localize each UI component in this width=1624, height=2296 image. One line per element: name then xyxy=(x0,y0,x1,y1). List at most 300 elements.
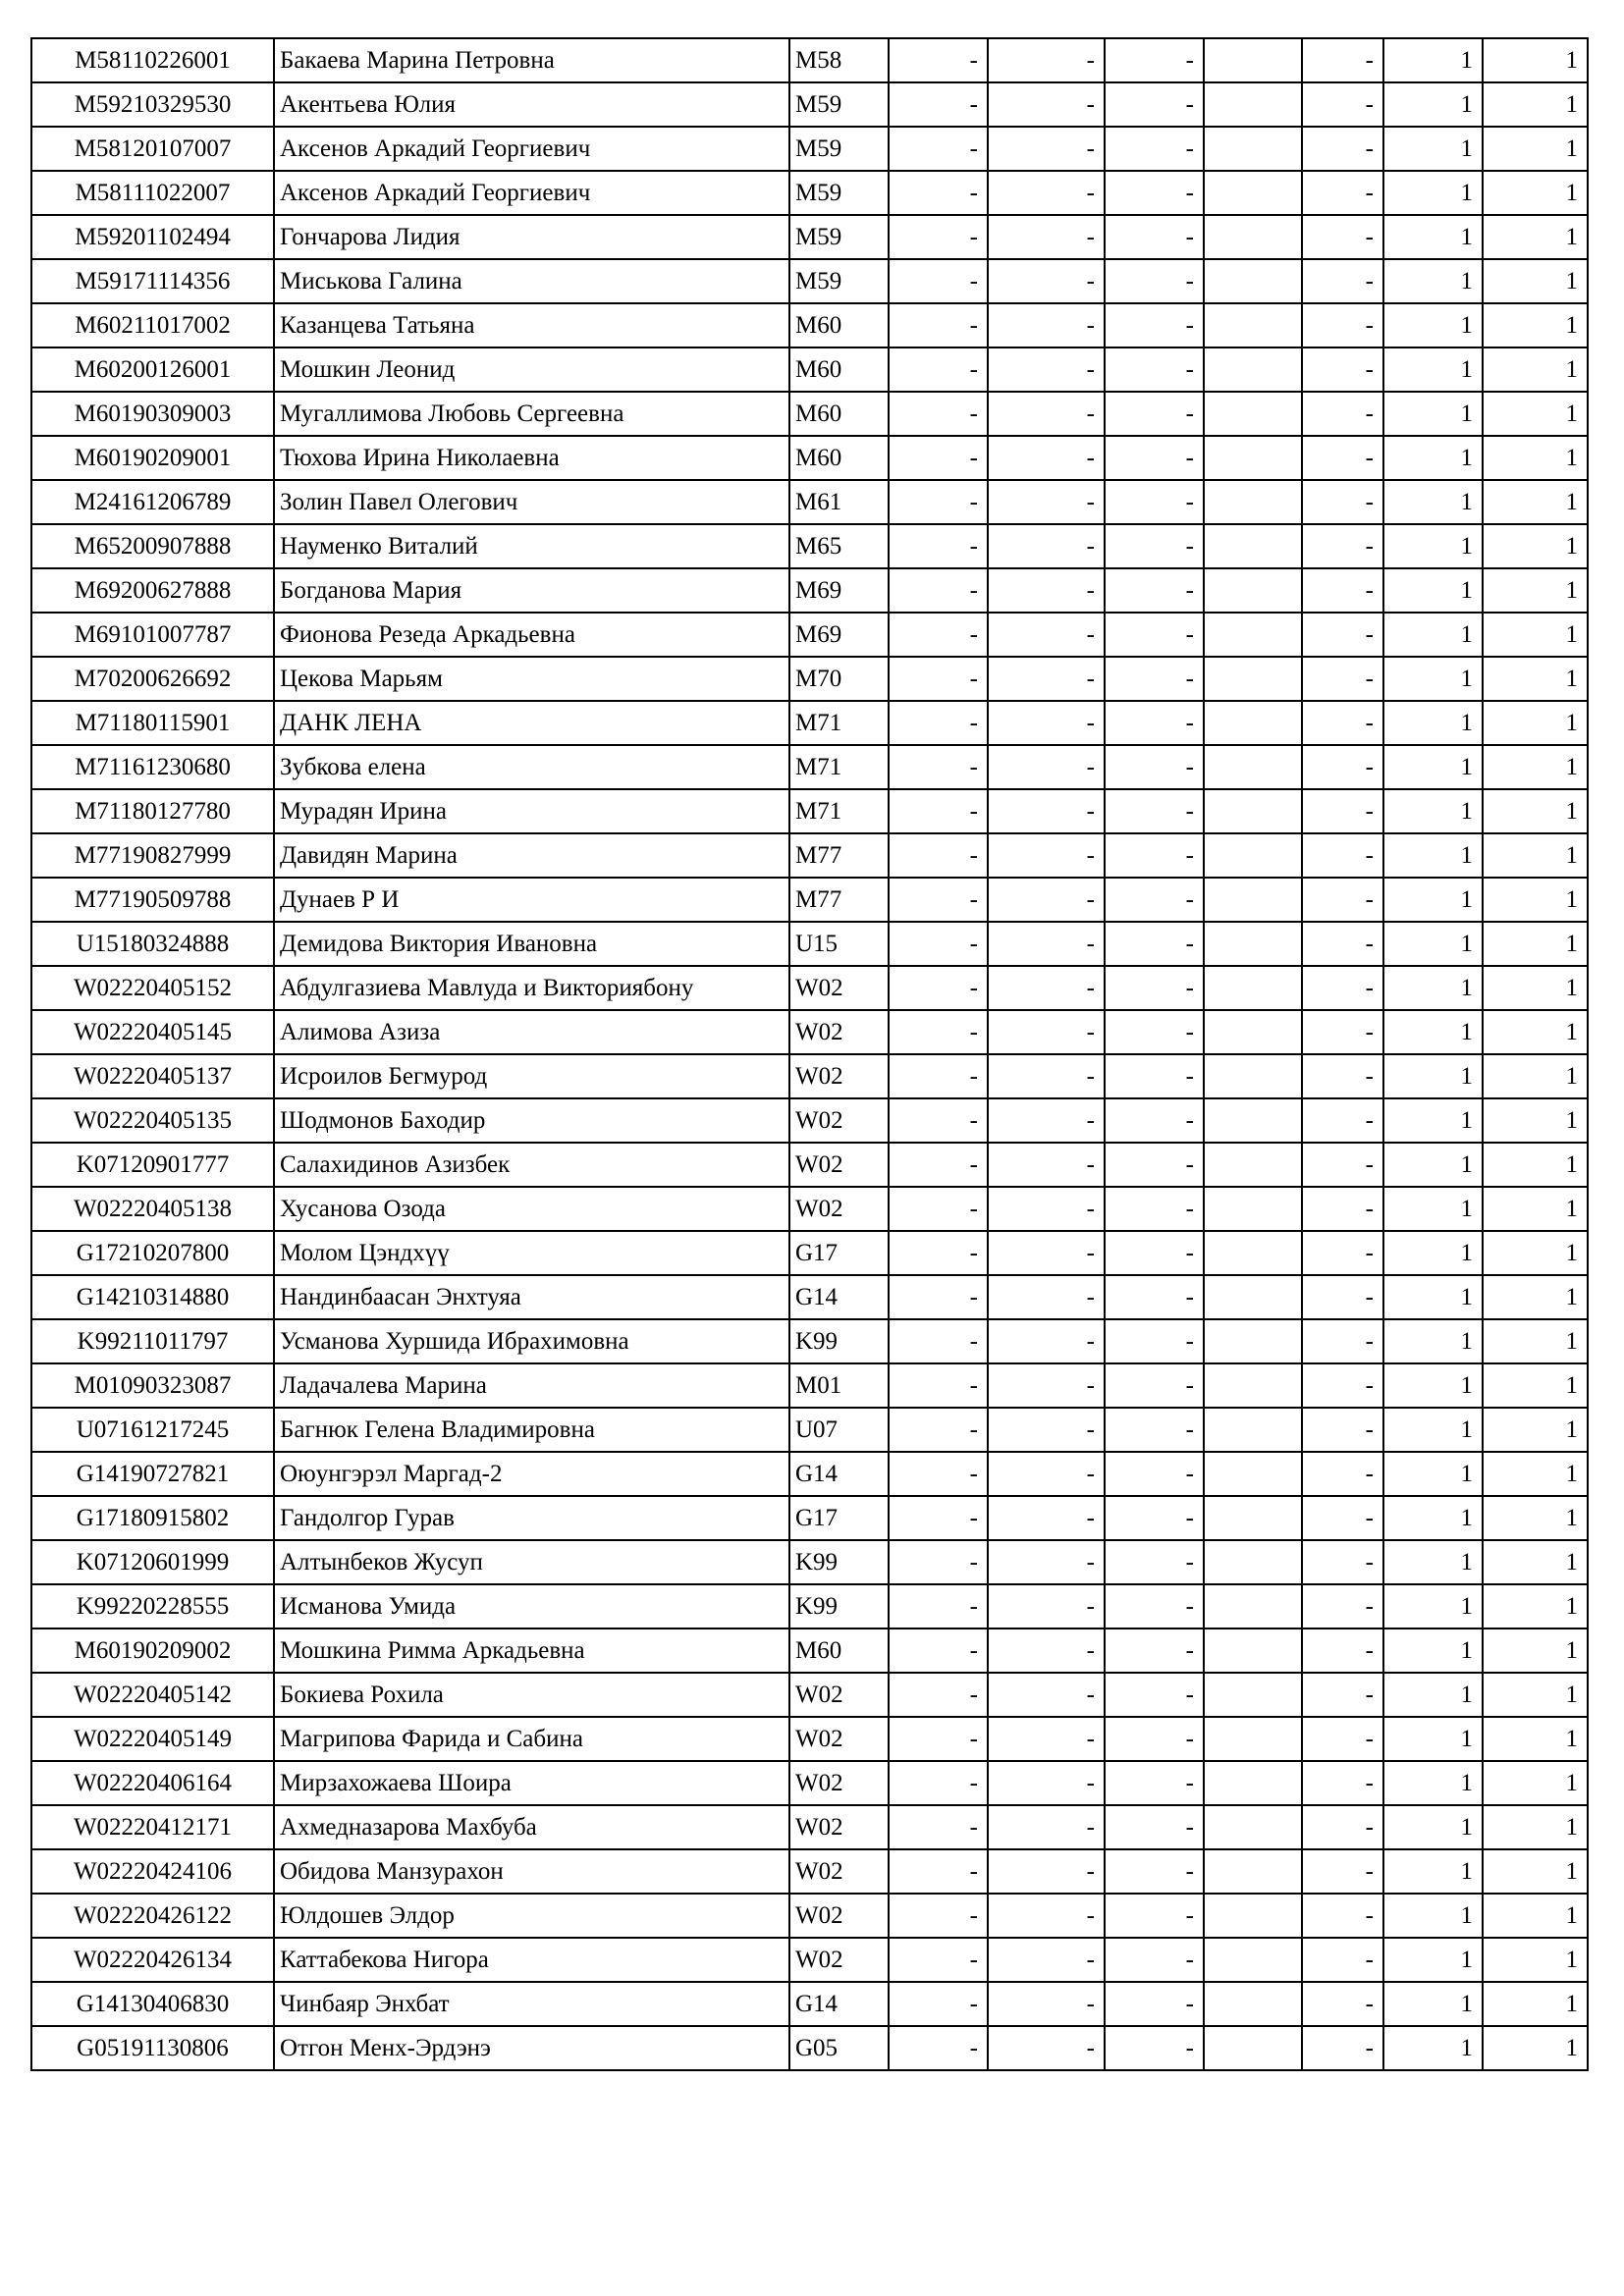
value-cell-4 xyxy=(1204,1761,1302,1805)
participant-id-cell: M01090323087 xyxy=(31,1363,274,1408)
participant-id-cell: G14190727821 xyxy=(31,1452,274,1496)
value-cell-5: - xyxy=(1302,922,1383,966)
value-cell-1: - xyxy=(889,1363,988,1408)
value-cell-7: 1 xyxy=(1483,259,1588,303)
value-cell-2: - xyxy=(988,1982,1105,2026)
value-cell-1: - xyxy=(889,701,988,745)
table-row xyxy=(31,1496,1588,1540)
value-cell-3: - xyxy=(1105,524,1204,568)
value-cell-2: - xyxy=(988,38,1105,82)
participant-id-cell: M71180127780 xyxy=(31,789,274,833)
value-cell-5: - xyxy=(1302,1849,1383,1894)
value-cell-2: - xyxy=(988,1363,1105,1408)
value-cell-5: - xyxy=(1302,1805,1383,1849)
value-cell-1: - xyxy=(889,347,988,392)
value-cell-5: - xyxy=(1302,1231,1383,1275)
participant-id-cell: U15180324888 xyxy=(31,922,274,966)
value-cell-7: 1 xyxy=(1483,966,1588,1010)
value-cell-5: - xyxy=(1302,127,1383,171)
table-row xyxy=(31,1761,1588,1805)
value-cell-6: 1 xyxy=(1383,1010,1483,1054)
participant-id-cell: G14130406830 xyxy=(31,1982,274,2026)
table-row xyxy=(31,657,1588,701)
value-cell-6: 1 xyxy=(1383,1894,1483,1938)
value-cell-2: - xyxy=(988,127,1105,171)
value-cell-4 xyxy=(1204,38,1302,82)
participant-id-cell: U07161217245 xyxy=(31,1408,274,1452)
value-cell-7: 1 xyxy=(1483,1584,1588,1629)
participant-id-cell: W02220412171 xyxy=(31,1805,274,1849)
table-row xyxy=(31,1982,1588,2026)
value-cell-1: - xyxy=(889,38,988,82)
value-cell-2: - xyxy=(988,613,1105,657)
value-cell-2: - xyxy=(988,1717,1105,1761)
value-cell-1: - xyxy=(889,833,988,878)
participant-name-cell: Каттабекова Нигора xyxy=(274,1938,789,1982)
participant-id-cell: W02220405149 xyxy=(31,1717,274,1761)
table-row xyxy=(31,1408,1588,1452)
value-cell-7: 1 xyxy=(1483,657,1588,701)
group-code-cell: W02 xyxy=(789,1187,889,1231)
value-cell-2: - xyxy=(988,1187,1105,1231)
table-row xyxy=(31,701,1588,745)
value-cell-2: - xyxy=(988,215,1105,259)
value-cell-6: 1 xyxy=(1383,1673,1483,1717)
value-cell-4 xyxy=(1204,480,1302,524)
value-cell-3: - xyxy=(1105,436,1204,480)
value-cell-5: - xyxy=(1302,171,1383,215)
participant-name-cell: Мошкин Леонид xyxy=(274,347,789,392)
value-cell-2: - xyxy=(988,966,1105,1010)
value-cell-5: - xyxy=(1302,2026,1383,2070)
value-cell-6: 1 xyxy=(1383,1319,1483,1363)
value-cell-1: - xyxy=(889,1894,988,1938)
value-cell-6: 1 xyxy=(1383,82,1483,127)
value-cell-5: - xyxy=(1302,392,1383,436)
participant-name-cell: Фионова Резеда Аркадьевна xyxy=(274,613,789,657)
participant-id-cell: M65200907888 xyxy=(31,524,274,568)
value-cell-1: - xyxy=(889,568,988,613)
table-row xyxy=(31,745,1588,789)
value-cell-7: 1 xyxy=(1483,347,1588,392)
participant-id-cell: M59201102494 xyxy=(31,215,274,259)
value-cell-1: - xyxy=(889,1452,988,1496)
group-code-cell: M69 xyxy=(789,613,889,657)
table-row xyxy=(31,392,1588,436)
value-cell-2: - xyxy=(988,524,1105,568)
table-row xyxy=(31,171,1588,215)
table-row xyxy=(31,2026,1588,2070)
value-cell-3: - xyxy=(1105,922,1204,966)
value-cell-1: - xyxy=(889,789,988,833)
participant-name-cell: Аксенов Аркадий Георгиевич xyxy=(274,127,789,171)
value-cell-4 xyxy=(1204,613,1302,657)
value-cell-3: - xyxy=(1105,1761,1204,1805)
value-cell-4 xyxy=(1204,1629,1302,1673)
table-row xyxy=(31,1187,1588,1231)
value-cell-1: - xyxy=(889,82,988,127)
value-cell-7: 1 xyxy=(1483,1010,1588,1054)
value-cell-6: 1 xyxy=(1383,1761,1483,1805)
table-row xyxy=(31,1938,1588,1982)
value-cell-6: 1 xyxy=(1383,701,1483,745)
value-cell-1: - xyxy=(889,127,988,171)
participant-id-cell: W02220405137 xyxy=(31,1054,274,1098)
participant-name-cell: Оюунгэрэл Маргад-2 xyxy=(274,1452,789,1496)
value-cell-6: 1 xyxy=(1383,1805,1483,1849)
participant-id-cell: W02220426134 xyxy=(31,1938,274,1982)
participant-name-cell: Отгон Менх-Эрдэнэ xyxy=(274,2026,789,2070)
value-cell-2: - xyxy=(988,171,1105,215)
table-row xyxy=(31,568,1588,613)
table-row xyxy=(31,436,1588,480)
value-cell-4 xyxy=(1204,657,1302,701)
group-code-cell: K99 xyxy=(789,1319,889,1363)
group-code-cell: G14 xyxy=(789,1982,889,2026)
participant-name-cell: Акентьева Юлия xyxy=(274,82,789,127)
value-cell-7: 1 xyxy=(1483,1408,1588,1452)
value-cell-4 xyxy=(1204,1319,1302,1363)
value-cell-3: - xyxy=(1105,657,1204,701)
value-cell-4 xyxy=(1204,303,1302,347)
value-cell-4 xyxy=(1204,127,1302,171)
value-cell-1: - xyxy=(889,1231,988,1275)
participant-name-cell: Магрипова Фарида и Сабина xyxy=(274,1717,789,1761)
table-row xyxy=(31,524,1588,568)
participant-name-cell: Молом Цэндхүү xyxy=(274,1231,789,1275)
value-cell-7: 1 xyxy=(1483,1319,1588,1363)
value-cell-7: 1 xyxy=(1483,1187,1588,1231)
value-cell-5: - xyxy=(1302,1452,1383,1496)
value-cell-3: - xyxy=(1105,568,1204,613)
participant-id-cell: G14210314880 xyxy=(31,1275,274,1319)
value-cell-4 xyxy=(1204,833,1302,878)
table-row xyxy=(31,613,1588,657)
value-cell-1: - xyxy=(889,1938,988,1982)
value-cell-6: 1 xyxy=(1383,347,1483,392)
value-cell-1: - xyxy=(889,1275,988,1319)
value-cell-3: - xyxy=(1105,1010,1204,1054)
value-cell-1: - xyxy=(889,303,988,347)
value-cell-2: - xyxy=(988,303,1105,347)
value-cell-6: 1 xyxy=(1383,1584,1483,1629)
value-cell-3: - xyxy=(1105,613,1204,657)
value-cell-3: - xyxy=(1105,1496,1204,1540)
value-cell-3: - xyxy=(1105,347,1204,392)
value-cell-1: - xyxy=(889,1805,988,1849)
value-cell-4 xyxy=(1204,789,1302,833)
participant-name-cell: Бокиева Рохила xyxy=(274,1673,789,1717)
table-row xyxy=(31,215,1588,259)
value-cell-4 xyxy=(1204,436,1302,480)
value-cell-3: - xyxy=(1105,1319,1204,1363)
value-cell-4 xyxy=(1204,1408,1302,1452)
group-code-cell: M58 xyxy=(789,38,889,82)
value-cell-4 xyxy=(1204,1894,1302,1938)
group-code-cell: M01 xyxy=(789,1363,889,1408)
value-cell-3: - xyxy=(1105,1187,1204,1231)
value-cell-7: 1 xyxy=(1483,1894,1588,1938)
value-cell-1: - xyxy=(889,1584,988,1629)
value-cell-6: 1 xyxy=(1383,524,1483,568)
value-cell-6: 1 xyxy=(1383,1496,1483,1540)
table-row xyxy=(31,259,1588,303)
participant-id-cell: M69101007787 xyxy=(31,613,274,657)
value-cell-3: - xyxy=(1105,1938,1204,1982)
value-cell-3: - xyxy=(1105,259,1204,303)
value-cell-6: 1 xyxy=(1383,833,1483,878)
value-cell-2: - xyxy=(988,1319,1105,1363)
value-cell-5: - xyxy=(1302,38,1383,82)
value-cell-4 xyxy=(1204,568,1302,613)
value-cell-4 xyxy=(1204,215,1302,259)
value-cell-3: - xyxy=(1105,1629,1204,1673)
group-code-cell: G14 xyxy=(789,1275,889,1319)
value-cell-3: - xyxy=(1105,1805,1204,1849)
value-cell-2: - xyxy=(988,1761,1105,1805)
value-cell-5: - xyxy=(1302,1894,1383,1938)
value-cell-1: - xyxy=(889,966,988,1010)
table-row xyxy=(31,1098,1588,1143)
value-cell-6: 1 xyxy=(1383,436,1483,480)
participant-id-cell: M71180115901 xyxy=(31,701,274,745)
value-cell-3: - xyxy=(1105,392,1204,436)
value-cell-5: - xyxy=(1302,1408,1383,1452)
value-cell-4 xyxy=(1204,1187,1302,1231)
value-cell-4 xyxy=(1204,1143,1302,1187)
value-cell-4 xyxy=(1204,2026,1302,2070)
value-cell-1: - xyxy=(889,878,988,922)
value-cell-3: - xyxy=(1105,1673,1204,1717)
value-cell-6: 1 xyxy=(1383,1231,1483,1275)
table-row xyxy=(31,1673,1588,1717)
value-cell-7: 1 xyxy=(1483,480,1588,524)
value-cell-5: - xyxy=(1302,82,1383,127)
value-cell-2: - xyxy=(988,259,1105,303)
value-cell-6: 1 xyxy=(1383,1540,1483,1584)
participant-name-cell: Науменко Виталий xyxy=(274,524,789,568)
value-cell-3: - xyxy=(1105,1717,1204,1761)
value-cell-5: - xyxy=(1302,745,1383,789)
group-code-cell: W02 xyxy=(789,1938,889,1982)
value-cell-6: 1 xyxy=(1383,1849,1483,1894)
value-cell-5: - xyxy=(1302,1054,1383,1098)
value-cell-3: - xyxy=(1105,1982,1204,2026)
value-cell-4 xyxy=(1204,966,1302,1010)
value-cell-5: - xyxy=(1302,701,1383,745)
group-code-cell: M71 xyxy=(789,745,889,789)
value-cell-3: - xyxy=(1105,1231,1204,1275)
group-code-cell: K99 xyxy=(789,1584,889,1629)
group-code-cell: M59 xyxy=(789,259,889,303)
group-code-cell: M71 xyxy=(789,789,889,833)
value-cell-3: - xyxy=(1105,1584,1204,1629)
value-cell-2: - xyxy=(988,436,1105,480)
value-cell-6: 1 xyxy=(1383,38,1483,82)
participant-name-cell: Ладачалева Марина xyxy=(274,1363,789,1408)
value-cell-6: 1 xyxy=(1383,1187,1483,1231)
participant-name-cell: Исманова Умида xyxy=(274,1584,789,1629)
value-cell-2: - xyxy=(988,2026,1105,2070)
table-body xyxy=(31,38,1588,2070)
group-code-cell: M60 xyxy=(789,303,889,347)
value-cell-5: - xyxy=(1302,347,1383,392)
participant-id-cell: W02220406164 xyxy=(31,1761,274,1805)
value-cell-5: - xyxy=(1302,1717,1383,1761)
value-cell-2: - xyxy=(988,1894,1105,1938)
participant-name-cell: ДАНК ЛЕНА xyxy=(274,701,789,745)
table-row xyxy=(31,1452,1588,1496)
group-code-cell: M59 xyxy=(789,82,889,127)
value-cell-7: 1 xyxy=(1483,833,1588,878)
value-cell-7: 1 xyxy=(1483,1805,1588,1849)
value-cell-2: - xyxy=(988,392,1105,436)
value-cell-7: 1 xyxy=(1483,789,1588,833)
participant-id-cell: K07120601999 xyxy=(31,1540,274,1584)
value-cell-7: 1 xyxy=(1483,1054,1588,1098)
group-code-cell: M70 xyxy=(789,657,889,701)
value-cell-4 xyxy=(1204,347,1302,392)
value-cell-4 xyxy=(1204,1231,1302,1275)
participant-id-cell: M70200626692 xyxy=(31,657,274,701)
value-cell-7: 1 xyxy=(1483,701,1588,745)
value-cell-7: 1 xyxy=(1483,1982,1588,2026)
value-cell-6: 1 xyxy=(1383,613,1483,657)
group-code-cell: W02 xyxy=(789,1010,889,1054)
value-cell-4 xyxy=(1204,922,1302,966)
value-cell-2: - xyxy=(988,657,1105,701)
value-cell-7: 1 xyxy=(1483,922,1588,966)
value-cell-6: 1 xyxy=(1383,789,1483,833)
value-cell-4 xyxy=(1204,1452,1302,1496)
group-code-cell: G17 xyxy=(789,1496,889,1540)
group-code-cell: M60 xyxy=(789,392,889,436)
value-cell-1: - xyxy=(889,657,988,701)
group-code-cell: W02 xyxy=(789,966,889,1010)
participant-id-cell: M60190209002 xyxy=(31,1629,274,1673)
value-cell-3: - xyxy=(1105,1363,1204,1408)
value-cell-7: 1 xyxy=(1483,127,1588,171)
value-cell-4 xyxy=(1204,259,1302,303)
value-cell-2: - xyxy=(988,833,1105,878)
value-cell-7: 1 xyxy=(1483,524,1588,568)
value-cell-7: 1 xyxy=(1483,1496,1588,1540)
table-row xyxy=(31,1540,1588,1584)
value-cell-7: 1 xyxy=(1483,38,1588,82)
group-code-cell: W02 xyxy=(789,1098,889,1143)
value-cell-1: - xyxy=(889,524,988,568)
participant-id-cell: M60190209001 xyxy=(31,436,274,480)
value-cell-6: 1 xyxy=(1383,1143,1483,1187)
table-row xyxy=(31,1894,1588,1938)
value-cell-3: - xyxy=(1105,82,1204,127)
value-cell-6: 1 xyxy=(1383,1938,1483,1982)
group-code-cell: M60 xyxy=(789,1629,889,1673)
table-row xyxy=(31,303,1588,347)
value-cell-4 xyxy=(1204,745,1302,789)
value-cell-1: - xyxy=(889,745,988,789)
value-cell-7: 1 xyxy=(1483,1717,1588,1761)
value-cell-5: - xyxy=(1302,1629,1383,1673)
value-cell-3: - xyxy=(1105,215,1204,259)
participant-name-cell: Мурадян Ирина xyxy=(274,789,789,833)
participant-name-cell: Зубкова елена xyxy=(274,745,789,789)
participant-name-cell: Богданова Мария xyxy=(274,568,789,613)
participant-id-cell: M59210329530 xyxy=(31,82,274,127)
value-cell-7: 1 xyxy=(1483,1275,1588,1319)
value-cell-4 xyxy=(1204,1540,1302,1584)
table-row xyxy=(31,1849,1588,1894)
value-cell-2: - xyxy=(988,789,1105,833)
participant-id-cell: K07120901777 xyxy=(31,1143,274,1187)
participant-id-cell: W02220405138 xyxy=(31,1187,274,1231)
table-row xyxy=(31,922,1588,966)
participant-id-cell: K99220228555 xyxy=(31,1584,274,1629)
participant-id-cell: W02220405142 xyxy=(31,1673,274,1717)
value-cell-5: - xyxy=(1302,833,1383,878)
value-cell-7: 1 xyxy=(1483,436,1588,480)
value-cell-7: 1 xyxy=(1483,1761,1588,1805)
participant-id-cell: M77190827999 xyxy=(31,833,274,878)
value-cell-5: - xyxy=(1302,878,1383,922)
value-cell-7: 1 xyxy=(1483,1143,1588,1187)
participant-id-cell: K99211011797 xyxy=(31,1319,274,1363)
value-cell-7: 1 xyxy=(1483,1363,1588,1408)
value-cell-7: 1 xyxy=(1483,82,1588,127)
value-cell-6: 1 xyxy=(1383,922,1483,966)
table-row xyxy=(31,1275,1588,1319)
value-cell-4 xyxy=(1204,392,1302,436)
participant-id-cell: M60211017002 xyxy=(31,303,274,347)
participant-id-cell: G05191130806 xyxy=(31,2026,274,2070)
participant-name-cell: Золин Павел Олегович xyxy=(274,480,789,524)
participant-id-cell: W02220405152 xyxy=(31,966,274,1010)
results-table xyxy=(30,37,1589,2071)
value-cell-6: 1 xyxy=(1383,392,1483,436)
participant-name-cell: Мугаллимова Любовь Сергеевна xyxy=(274,392,789,436)
value-cell-2: - xyxy=(988,745,1105,789)
value-cell-5: - xyxy=(1302,1098,1383,1143)
group-code-cell: W02 xyxy=(789,1054,889,1098)
value-cell-2: - xyxy=(988,1496,1105,1540)
group-code-cell: W02 xyxy=(789,1673,889,1717)
value-cell-3: - xyxy=(1105,1275,1204,1319)
value-cell-3: - xyxy=(1105,1452,1204,1496)
value-cell-3: - xyxy=(1105,966,1204,1010)
value-cell-1: - xyxy=(889,1496,988,1540)
value-cell-4 xyxy=(1204,878,1302,922)
group-code-cell: M60 xyxy=(789,436,889,480)
table-row xyxy=(31,1629,1588,1673)
value-cell-4 xyxy=(1204,524,1302,568)
value-cell-7: 1 xyxy=(1483,2026,1588,2070)
value-cell-3: - xyxy=(1105,1098,1204,1143)
table-row xyxy=(31,1010,1588,1054)
participant-id-cell: M69200627888 xyxy=(31,568,274,613)
value-cell-2: - xyxy=(988,1938,1105,1982)
value-cell-7: 1 xyxy=(1483,1673,1588,1717)
value-cell-4 xyxy=(1204,1275,1302,1319)
table-row xyxy=(31,833,1588,878)
group-code-cell: U07 xyxy=(789,1408,889,1452)
participant-id-cell: W02220424106 xyxy=(31,1849,274,1894)
value-cell-5: - xyxy=(1302,436,1383,480)
participant-id-cell: W02220405145 xyxy=(31,1010,274,1054)
participant-name-cell: Мошкина Римма Аркадьевна xyxy=(274,1629,789,1673)
participant-name-cell: Багнюк Гелена Владимировна xyxy=(274,1408,789,1452)
value-cell-1: - xyxy=(889,922,988,966)
value-cell-3: - xyxy=(1105,1540,1204,1584)
